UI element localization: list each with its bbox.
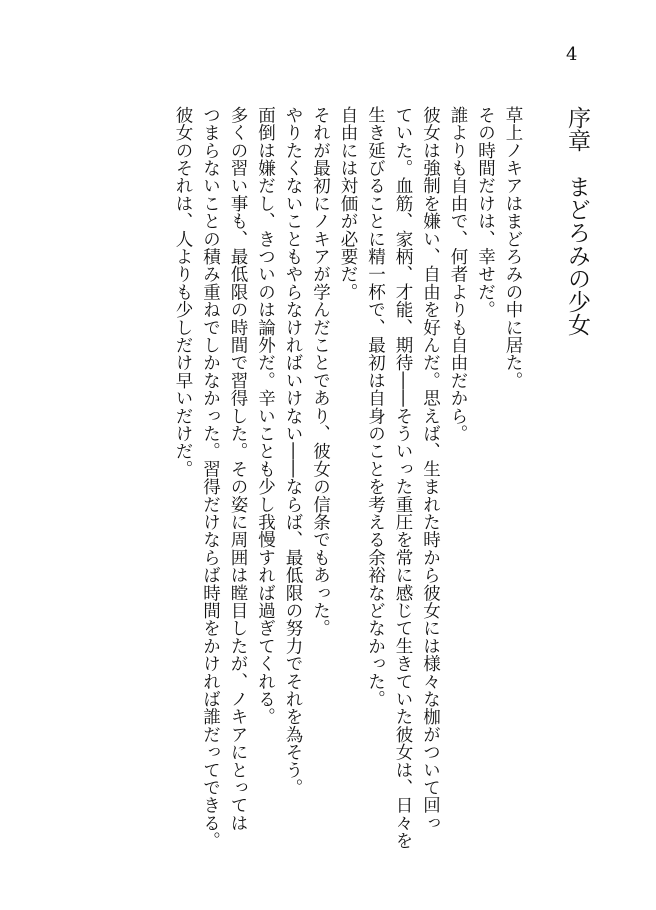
text-line: 面倒は嫌だし、きついのは論外だ。辛いことも少し我慢すれば過ぎてくれる。 xyxy=(255,106,276,726)
text-line: つまらないことの積み重ねでしかなかった。習得だけならば時間をかければ誰だってできる。 xyxy=(200,106,221,850)
text-line: その時間だけは、幸せだ。 xyxy=(475,106,496,319)
vertical-text-body xyxy=(169,106,593,866)
text-line: 生き延びることに精一杯で、最初は自身のことを考える余裕などなかった。 xyxy=(365,106,386,708)
text-line: やりたくないこともやらなければいけない――ならば、最低限の努力でそれを為そう。 xyxy=(283,106,303,797)
page-number: 4 xyxy=(566,44,578,65)
text-line: 誰よりも自由で、何者よりも自由だから。 xyxy=(448,106,468,443)
text-line: 彼女のそれは、人よりも少しだけ早いだけだ。 xyxy=(173,106,193,478)
text-line: 自由には対価が必要だ。 xyxy=(338,106,358,301)
text-line: 多くの習い事も、最低限の時間で習得した。その姿に周囲は瞠目したが、ノキアにとっては xyxy=(228,106,248,832)
text-line: 彼女は強制を嫌い、自由を好んだ。思えば、生まれた時から彼女には様々な枷がついて回っ xyxy=(420,106,441,832)
text-line: それが最初にノキアが学んだことであり、彼女の信条でもあった。 xyxy=(310,106,331,637)
text-line: 草上ノキアはまどろみの中に居た。 xyxy=(503,106,523,390)
chapter-title: 序章 まどろみの少女 xyxy=(564,106,590,336)
text-line: ていた。血筋、家柄、才能、期待――そういった重圧を常に感じて生きていた彼女は、日々を xyxy=(393,106,413,850)
